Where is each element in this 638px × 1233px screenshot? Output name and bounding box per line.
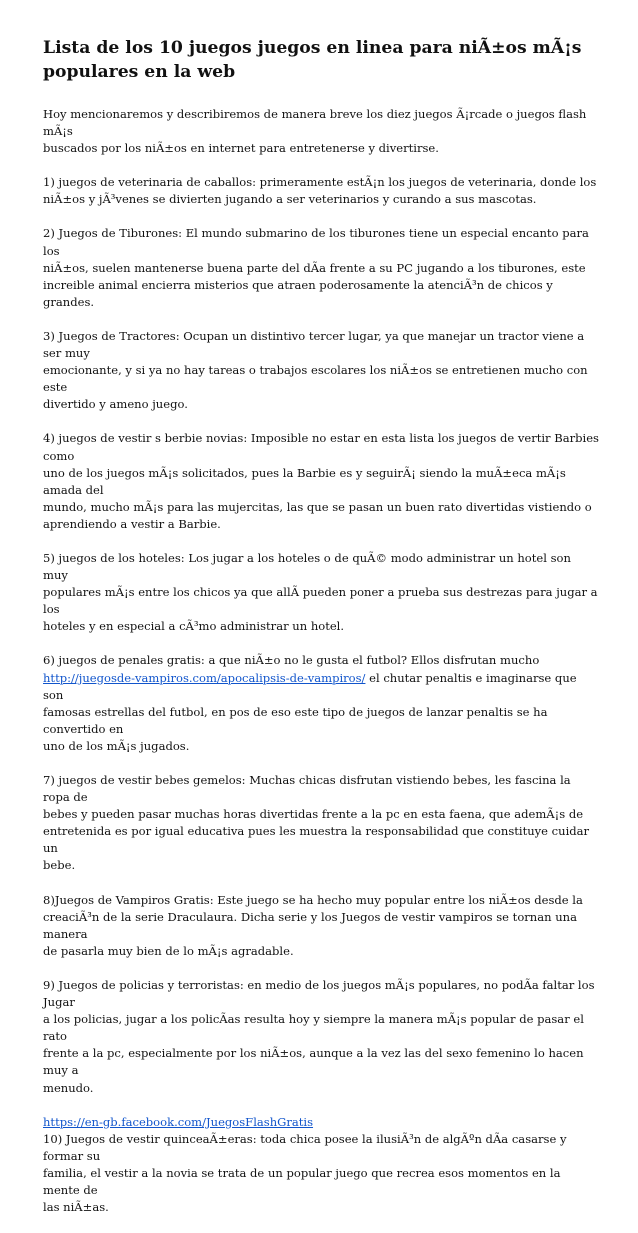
intro-paragraph: Hoy mencionaremos y describiremos de manera breve los diez juegos Ã¡rcade o juegos flash mÃ¡s buscados por los niÃ±os en internet para entretenerse y divertirse.: [43, 107, 587, 156]
item-3-paragraph: 3) Juegos de Tractores: Ocupan un distintivo tercer lugar, ya que manejar un tractor viene a ser muy emocionante, y si ya no hay tareas o trabajos escolares los niÃ±os se entretienen mucho con este divertido y ameno juego.: [43, 328, 588, 412]
item-6-text-start: 6) juegos de penales gratis: a que niÃ±o no le gusta el futbol? Ellos disfrutan mucho: [43, 653, 540, 668]
item-1-paragraph: 1) juegos de veterinaria de caballos: primeramente estÃ¡n los juegos de veterinaria, donde los niÃ±os y jÃ³venes se divierten jugando a ser veterinarios y curando a sus mascotas.: [43, 175, 597, 207]
item-10-paragraph: 10) Juegos de vestir quinceaÃ±eras: toda chica posee la ilusiÃ³n de algÃºn dÃa casarse y formar su familia, el vestir a la novia se trata de un popular juego que recrea esos momentos en la mente de las niÃ±as.: [43, 1131, 567, 1215]
item-6-text-end: el chutar penaltis e imaginarse que son famosas estrellas del futbol, en pos de eso este tipo de juegos de lanzar penaltis se ha convertido en uno de los mÃ¡s jugados.: [43, 670, 577, 753]
page-title: Lista de los 10 juegos juegos en linea para niÃ±os mÃ¡s populares en la web: [43, 38, 582, 82]
item-8-paragraph: 8)Juegos de Vampiros Gratis: Este juego se ha hecho muy popular entre los niÃ±os desde la creaciÃ³n de la serie Draculaura. Dicha serie y los Juegos de vestir vampiros se tornan una manera de pasarla muy bien de lo mÃ¡s agradable.: [43, 892, 583, 958]
item-5-paragraph: 5) juegos de los hoteles: Los jugar a los hoteles o de quÃ© modo administrar un hotel son muy populares mÃ¡s entre los chicos ya que allÃ pueden poner a prueba sus destrezas para jugar a los hoteles y en especial a cÃ³mo administrar un hotel.: [43, 550, 598, 634]
document-page: [43, 36, 599, 1233]
item-9-paragraph: 9) Juegos de policias y terroristas: en medio de los juegos mÃ¡s populares, no podÃa faltar los Jugar a los policias, jugar a los policÃas resulta hoy y siempre la manera mÃ¡s popular de pasar el rato frente a la pc, especialmente por los niÃ±os, aunque a la vez las del sexo femenino lo hacen muy a menudo.: [43, 977, 595, 1095]
facebook-link[interactable]: https://en-gb.facebook.com/JuegosFlashGratis: [43, 1114, 314, 1129]
item-2-paragraph: 2) Juegos de Tiburones: El mundo submarino de los tiburones tiene un especial encanto para los niÃ±os, suelen mantenerse buena parte del dÃa frente a su PC jugando a los tiburones, este increible animal encierra misterios que atraen poderosamente la atenciÃ³n de chicos y grandes.: [43, 226, 589, 309]
item-4-paragraph: 4) juegos de vestir s berbie novias: Imposible no estar en esta lista los juegos de vertir Barbies como uno de los juegos mÃ¡s solicitados, pues la Barbie es y seguirÃ¡ siendo la muÃ±eca mÃ¡s amada del mundo, mucho mÃ¡s para las mujercitas, las que se pasan un buen rato divertidas vistiendo o aprendiendo a vestir a Barbie.: [43, 431, 599, 531]
facebook-link-line: [43, 1114, 599, 1131]
vampiros-link[interactable]: http://juegosde-vampiros.com/apocalipsis-de-vampiros/: [43, 670, 366, 685]
item-7-paragraph: 7) juegos de vestir bebes gemelos: Muchas chicas disfrutan vistiendo bebes, les fascina la ropa de bebes y pueden pasar muchas horas divertidas frente a la pc en esta faena, que ademÃ¡s de entretenida es por igual educativa pues les muestra la responsabilidad que constituye cuidar un bebe.: [43, 773, 590, 873]
item-6-paragraph: [43, 652, 599, 755]
